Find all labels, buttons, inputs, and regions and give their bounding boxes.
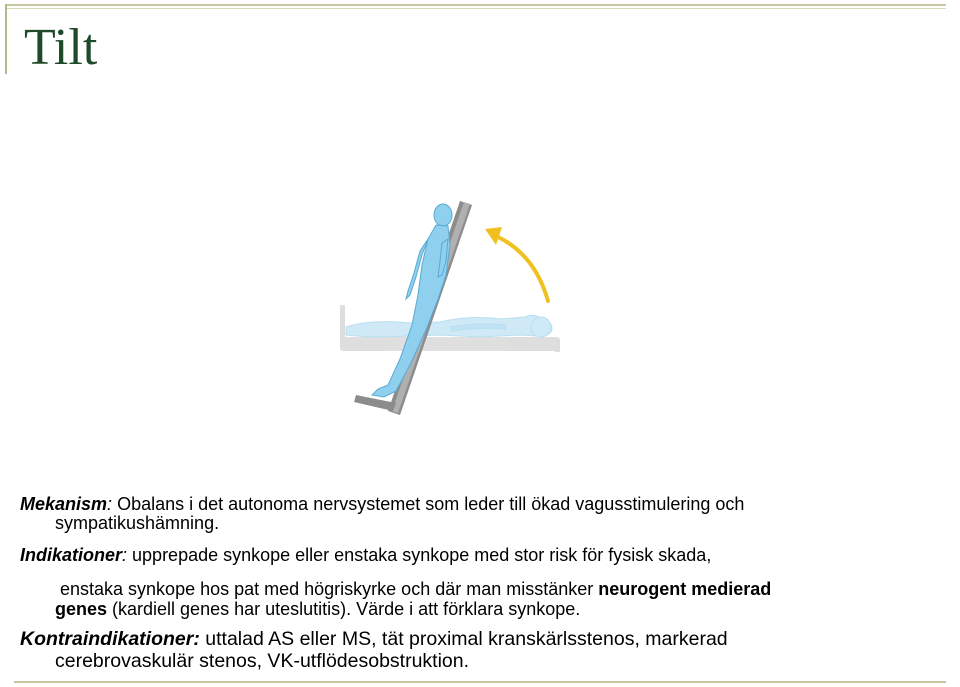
mekanism-text-1: Obalans i det autonoma nervsystemet som leder till ökad vagusstimulering och bbox=[112, 494, 745, 514]
mekanism-term: Mekanism bbox=[20, 494, 108, 514]
mekanism-colon: : bbox=[107, 494, 113, 514]
kontraindikationer-line-2: cerebrovaskulär stenos, VK-utflödesobstruktion. bbox=[55, 650, 470, 672]
kontraindikationer-line-1 bbox=[20, 628, 728, 650]
indikationer-text-3: (kardiell genes har uteslutitis). Värde i att förklara synkope. bbox=[107, 599, 581, 619]
top-rule-thin bbox=[6, 8, 946, 9]
tilt-arrow bbox=[498, 237, 548, 301]
indikationer-bold-3: genes bbox=[55, 599, 108, 619]
mekanism-line-1 bbox=[20, 494, 744, 514]
top-rule bbox=[6, 4, 946, 6]
indikationer-text-2: enstaka synkope hos pat med högriskyrke och där man misstänker bbox=[60, 579, 599, 599]
kontraindikationer-term: Kontraindikationer: bbox=[20, 628, 200, 650]
indikationer-line-3 bbox=[55, 599, 580, 619]
indikationer-colon: : bbox=[122, 545, 128, 565]
mekanism-line-2: sympatikushämning. bbox=[55, 513, 220, 533]
indikationer-term: Indikationer bbox=[20, 545, 123, 565]
horizontal-patient bbox=[346, 315, 552, 337]
indikationer-bold-2: neurogent medierad bbox=[598, 579, 772, 599]
indikationer-text-1: upprepade synkope eller enstaka synkope med stor risk för fysisk skada, bbox=[127, 545, 712, 565]
tilted-table bbox=[354, 201, 472, 415]
slide-title: Tilt bbox=[24, 19, 98, 76]
bottom-rule bbox=[14, 681, 946, 683]
kontraindikationer-text-1: uttalad AS eller MS, tät proximal kranskärlsstenos, markerad bbox=[199, 628, 728, 650]
left-rule bbox=[5, 4, 7, 74]
indikationer-line-1 bbox=[20, 545, 711, 565]
indikationer-line-2 bbox=[60, 579, 771, 599]
tilt-table-illustration-icon bbox=[330, 195, 570, 420]
